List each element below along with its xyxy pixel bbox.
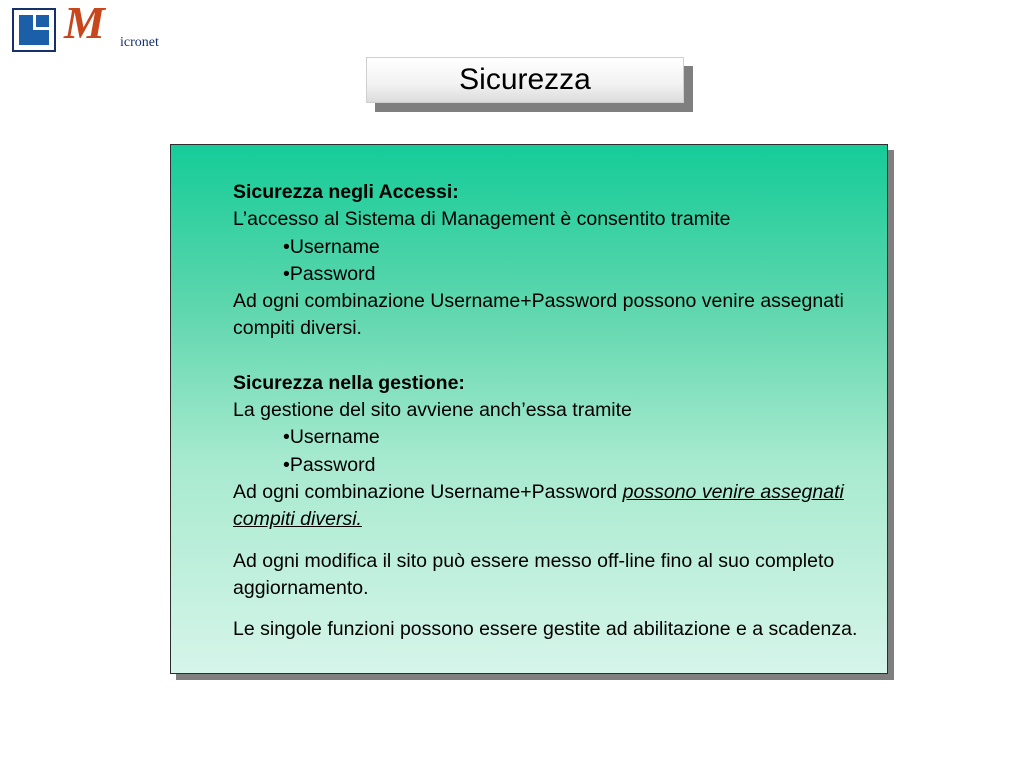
- logo-wordmark: icronet: [120, 35, 159, 50]
- slide-title: Sicurezza: [366, 57, 684, 103]
- bullet-password-access: •Password: [283, 262, 376, 285]
- logo-initial: M: [64, 0, 105, 48]
- section-note-management: [233, 479, 873, 534]
- content-panel: [170, 144, 888, 674]
- section-intro-management: La gestione del sito avviene anch’essa tramite: [233, 399, 632, 422]
- note-emphasis-text: possono venire assegnati compiti diversi.: [233, 480, 844, 531]
- section-heading-access: Sicurezza negli Accessi:: [233, 181, 459, 203]
- micronet-logo: [12, 0, 182, 56]
- paragraph-offline: Ad ogni modifica il sito può essere messo off-line fino al suo completo aggiornamento.: [233, 549, 835, 599]
- section-heading-management: Sicurezza nella gestione:: [233, 371, 465, 394]
- content-text: [233, 179, 873, 643]
- section-note-access: Ad ogni combinazione Username+Password possono venire assegnati compiti diversi.: [233, 290, 844, 340]
- paragraph-functions: Le singole funzioni possono essere gestite ad abilitazione e a scadenza.: [233, 618, 858, 641]
- logo-mark-icon: [12, 8, 56, 52]
- bullet-username-management: •Username: [283, 426, 380, 449]
- section-intro-access: L’accesso al Sistema di Management è consentito tramite: [233, 208, 731, 231]
- bullet-username-access: •Username: [283, 235, 380, 258]
- bullet-password-management: •Password: [283, 453, 376, 476]
- note-plain-text: Ad ogni combinazione Username+Password: [233, 480, 623, 503]
